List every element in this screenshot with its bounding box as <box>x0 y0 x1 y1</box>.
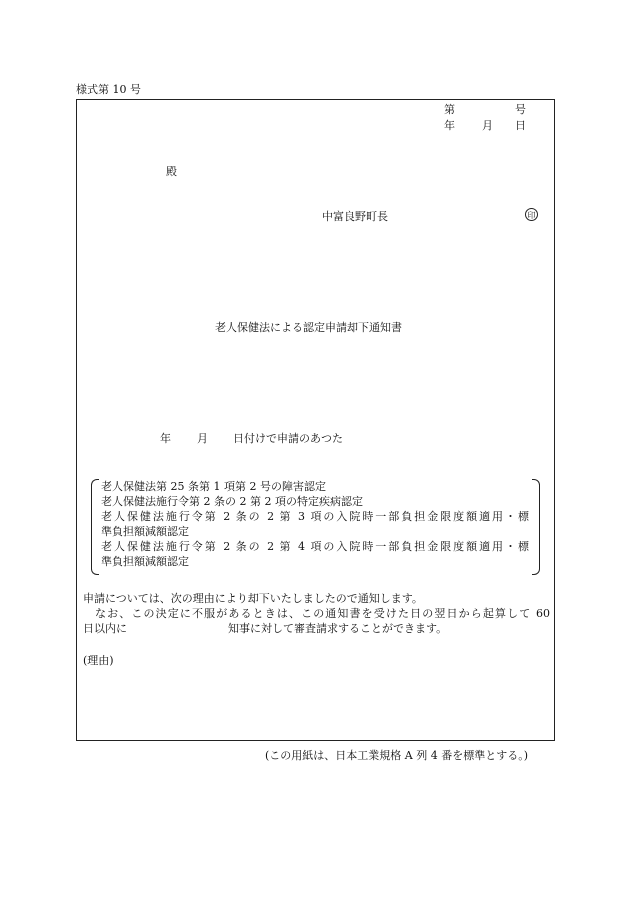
form-number: 様式第 10 号 <box>76 83 141 96</box>
issuer-name: 中富良野町長 <box>322 210 388 223</box>
body-line-1: 申請については、次の理由により却下いたしましたので通知します。 <box>83 592 423 605</box>
addressee-suffix: 殿 <box>166 165 177 178</box>
date-line-month: 月 <box>197 432 208 445</box>
option-line: 老人保健法第 25 条第 1 項第 2 号の障害認定 <box>101 480 326 493</box>
date-month-label: 月 <box>482 119 493 132</box>
document-title: 老人保健法による認定申請却下通知書 <box>215 321 402 334</box>
form-frame <box>76 99 555 741</box>
option-line: 老人保健法施行令第 2 条の 2 第 3 項の入院時一部負担金限度額適用・標 <box>101 510 529 523</box>
date-line-year: 年 <box>160 432 171 445</box>
brace-right <box>532 479 540 575</box>
body-line-3b: 知事に対して審査請求することができます。 <box>228 622 448 635</box>
document-number-suffix: 号 <box>515 103 526 116</box>
option-line: 準負担額減額認定 <box>101 555 189 568</box>
footer-note: (この用紙は、日本工業規格 A 列 4 番を標準とする。) <box>265 749 529 762</box>
date-day-label: 日 <box>515 119 526 132</box>
reason-label: (理由) <box>83 654 114 667</box>
seal-mark-icon: 印 <box>525 208 538 221</box>
body-line-3a: 日以内に <box>83 622 127 635</box>
document-number-prefix: 第 <box>444 103 455 116</box>
brace-left <box>91 479 99 575</box>
date-year-label: 年 <box>444 119 455 132</box>
option-line: 老人保健法施行令第 2 条の 2 第 4 項の入院時一部負担金限度額適用・標 <box>101 540 529 553</box>
date-line-text: 日付けで申請のあつた <box>233 432 343 445</box>
option-line: 準負担額減額認定 <box>101 525 189 538</box>
option-line: 老人保健法施行令第 2 条の 2 第 2 項の特定疾病認定 <box>101 495 363 508</box>
body-line-2: なお、この決定に不服があるときは、この通知書を受けた日の翌日から起算して 60 <box>95 607 550 620</box>
